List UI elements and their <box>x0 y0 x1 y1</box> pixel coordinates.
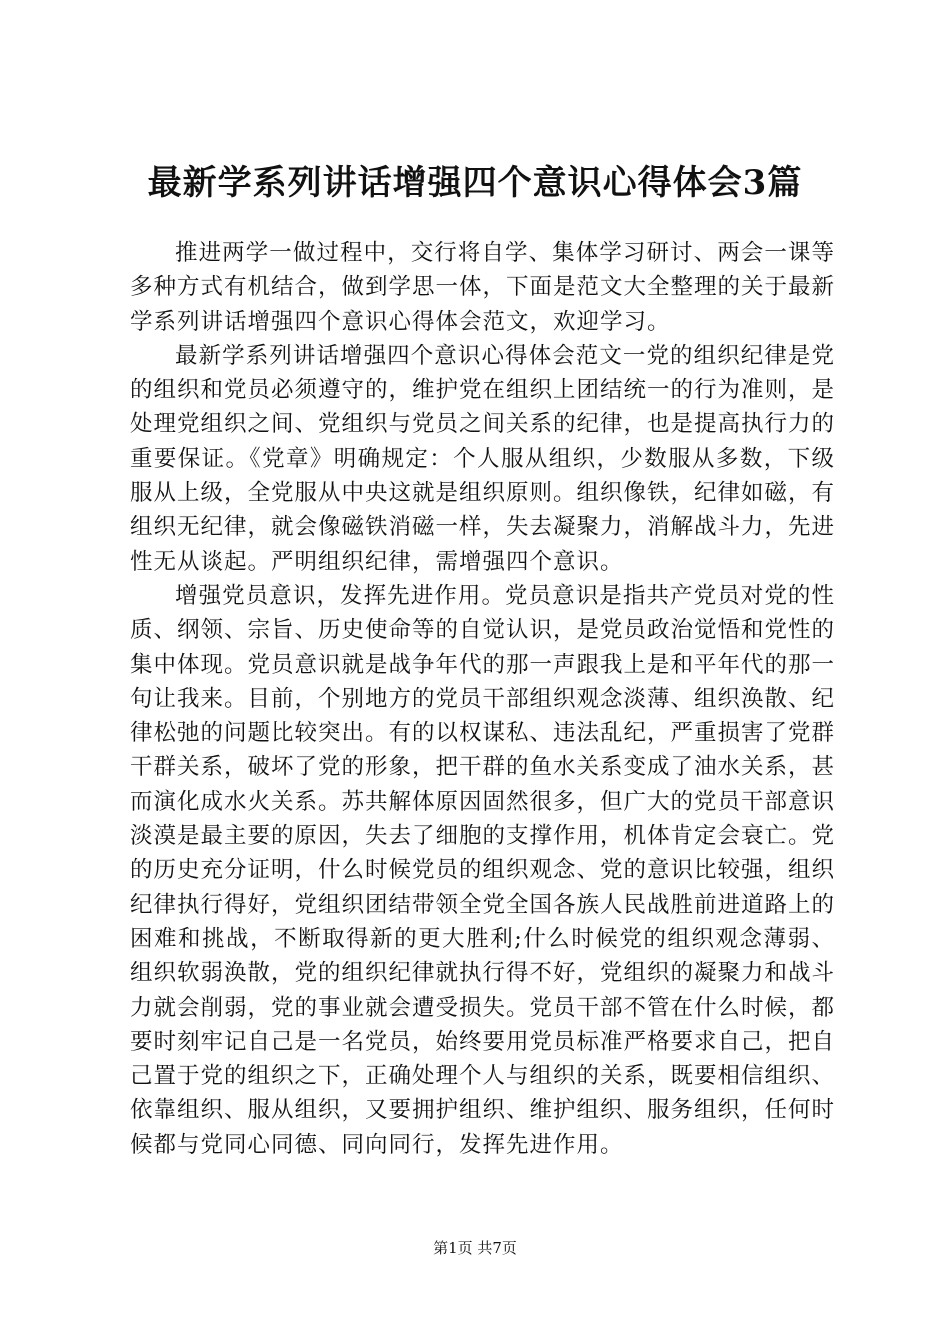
paragraph-party-member-awareness: 增强党员意识，发挥先进作用。党员意识是指共产党员对党的性质、纲领、宗旨、历史使命等的自觉认识，是党员政治觉悟和党性的集中体现。党员意识就是战争年代的那一声跟我上是和平年代的那一句让我来。目前，个别地方的党员干部组织观念淡薄、组织涣散、纪律松弛的问题比较突出。有的以权谋私、违法乱纪，严重损害了党群干群关系，破坏了党的形象，把干群的鱼水关系变成了油水关系，甚而演化成水火关系。苏共解体原因固然很多，但广大的党员干部意识淡漠是最主要的原因，失去了细胞的支撑作用，机体肯定会衰亡。党的历史充分证明，什么时候党员的组织观念、党的意识比较强，组织纪律执行得好，党组织团结带领全党全国各族人民战胜前进道路上的困难和挑战，不断取得新的更大胜利;什么时候党的组织观念薄弱、组织软弱涣散，党的组织纪律就执行得不好，党组织的凝聚力和战斗力就会削弱，党的事业就会遭受损失。党员干部不管在什么时候，都要时刻牢记自己是一名党员，始终要用党员标准严格要求自己，把自己置于党的组织之下，正确处理个人与组织的关系，既要相信组织、依靠组织、服从组织，又要拥护组织、维护组织、服务组织，任何时候都与党同心同德、同向同行，发挥先进作用。 <box>130 582 836 1158</box>
page-footer: 第1页 共7页 <box>433 1239 517 1257</box>
paragraph-intro: 推进两学一做过程中，交行将自学、集体学习研讨、两会一课等多种方式有机结合，做到学思一体，下面是范文大全整理的关于最新学系列讲话增强四个意识心得体会范文，欢迎学习。 <box>130 240 836 335</box>
document-title: 最新学系列讲话增强四个意识心得体会3篇 <box>147 163 803 203</box>
paragraph-essay-one-opening: 最新学系列讲话增强四个意识心得体会范文一党的组织纪律是党的组织和党员必须遵守的，维护党在组织上团结统一的行为准则，是处理党组织之间、党组织与党员之间关系的纪律，也是提高执行力的重要保证。《党章》明确规定：个人服从组织，少数服从多数，下级服从上级，全党服从中央这就是组织原则。组织像铁，纪律如磁，有组织无纪律，就会像磁铁消磁一样，失去凝聚力，消解战斗力，先进性无从谈起。严明组织纪律，需增强四个意识。 <box>130 342 836 575</box>
document-body <box>130 236 835 1162</box>
